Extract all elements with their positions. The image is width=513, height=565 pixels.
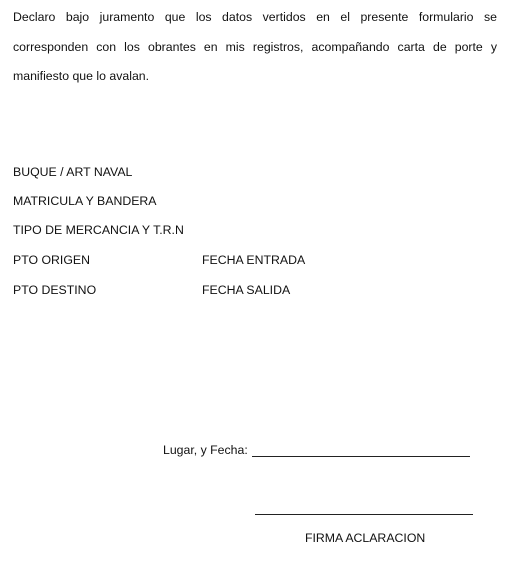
sworn-declaration-text: Declaro bajo juramento que los datos vertidos en el presente formulario se corresponden con los obrantes en mis registros, acompañando carta de porte y manifiesto que lo avalan.: [13, 10, 497, 83]
place-date-label: Lugar, y Fecha:: [163, 443, 248, 457]
field-label-tipo-mercancia: TIPO DE MERCANCIA Y T.R.N: [13, 223, 184, 237]
signature-line[interactable]: [255, 514, 473, 515]
place-date-line[interactable]: [252, 445, 470, 457]
field-label-pto-destino: PTO DESTINO: [13, 283, 97, 297]
field-label-pto-origen: PTO ORIGEN: [13, 253, 90, 267]
place-date-row: [163, 443, 470, 457]
field-label-fecha-entrada: FECHA ENTRADA: [202, 253, 306, 267]
field-label-fecha-salida: FECHA SALIDA: [202, 283, 291, 297]
field-label-buque: BUQUE / ART NAVAL: [13, 165, 133, 179]
field-label-matricula: MATRICULA Y BANDERA: [13, 194, 157, 208]
signature-label: FIRMA ACLARACION: [305, 531, 426, 545]
